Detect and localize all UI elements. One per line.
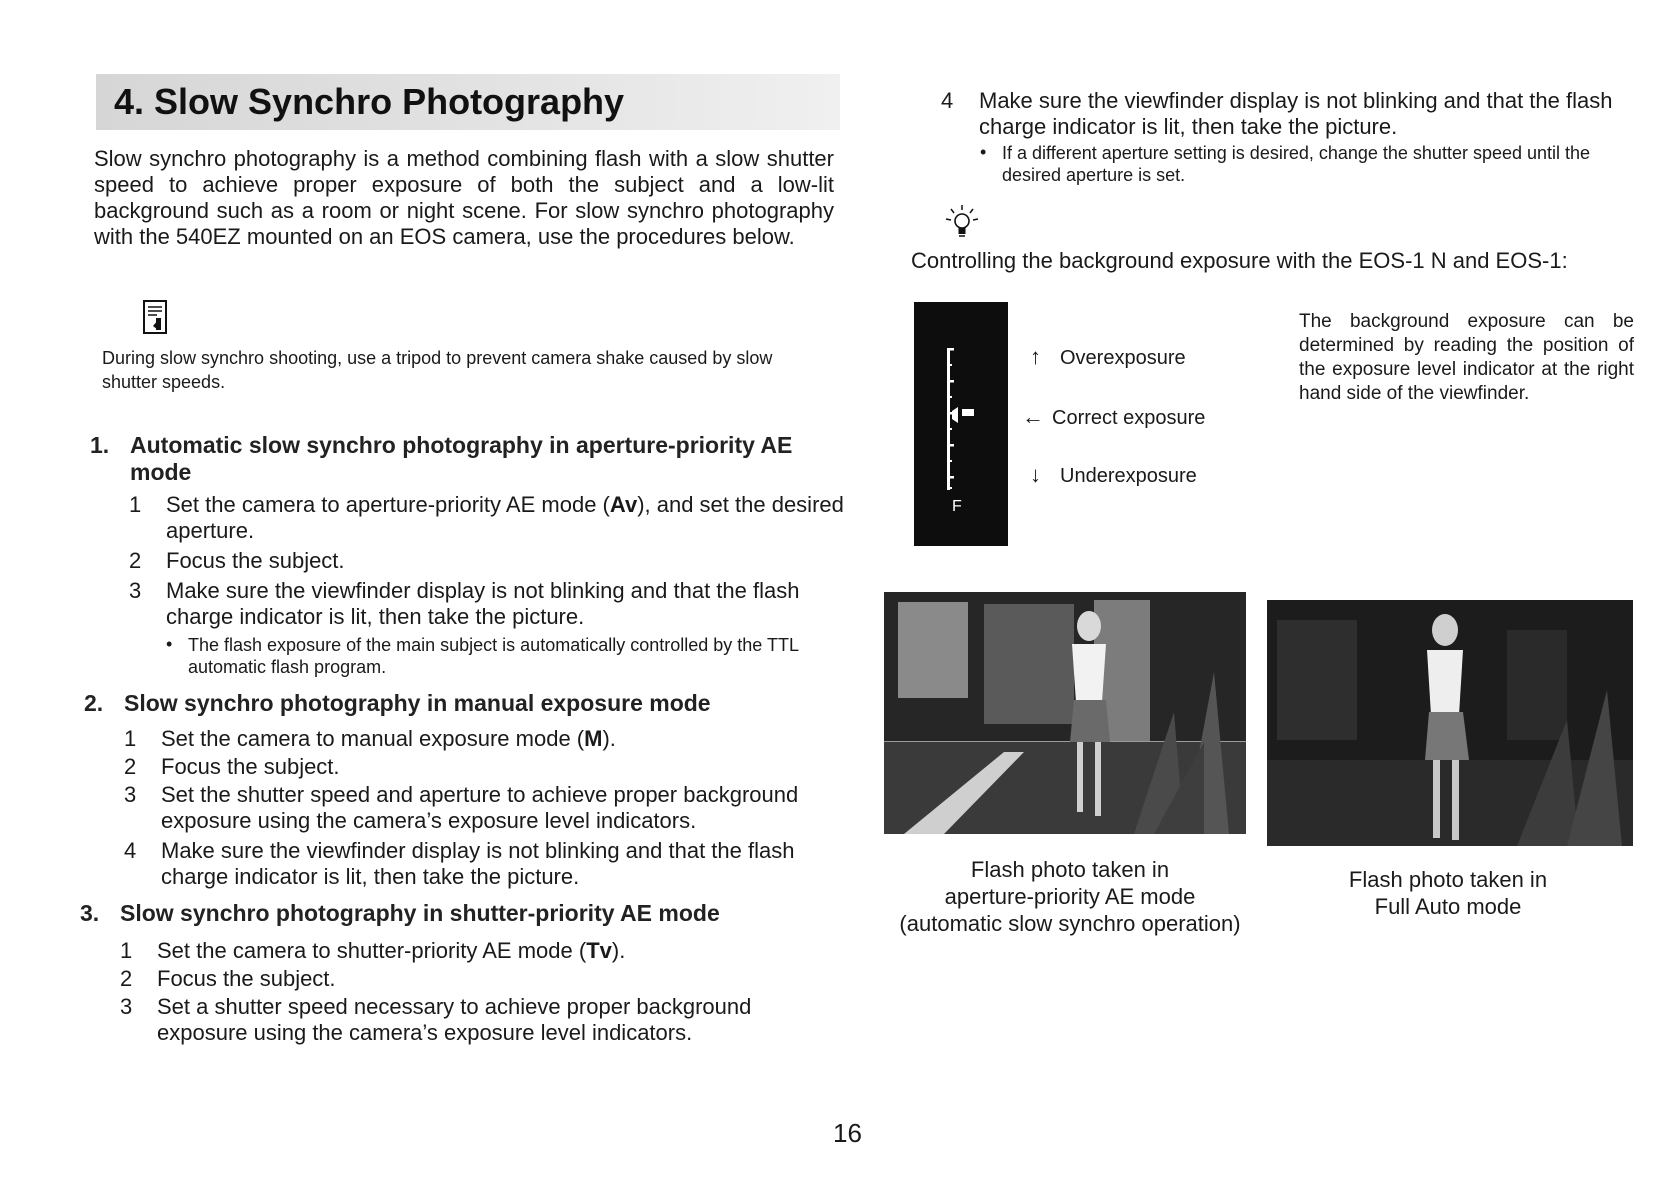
lightbulb-icon <box>944 204 980 240</box>
section-1-step-3 <box>129 578 849 630</box>
overexposure-label: ↑ Overexposure <box>1030 344 1186 369</box>
section-2-step-1 <box>124 726 844 752</box>
step-number: 3 <box>120 994 133 1019</box>
arrow-left-icon: ← <box>1022 404 1044 429</box>
flash-photo-full-auto <box>1267 600 1633 846</box>
step-text: Make sure the viewfinder display is not blinking and that the flash charge indicator is lit, then take the picture. <box>166 578 800 629</box>
section-1-step-2 <box>129 548 849 574</box>
step-text: Make sure the viewfinder display is not blinking and that the flash charge indicator is lit, then take the picture. <box>161 838 795 889</box>
flash-photo-aperture-priority <box>884 592 1246 834</box>
section-3-step-2 <box>120 966 840 992</box>
photo-2-caption: Flash photo taken in Full Auto mode <box>1348 867 1548 919</box>
page-number: 16 <box>833 1118 862 1148</box>
side-note: The background exposure can be determined by reading the position of the exposure level indicator at the right hand side of the viewfinder. <box>1299 311 1634 404</box>
bullet-text: If a different aperture setting is desired, change the shutter speed until the desired aperture is set. <box>1002 143 1591 185</box>
intro-paragraph: Slow synchro photography is a method combining flash with a slow shutter speed to achieve proper exposure of both the subject and a low-lit background such as a room or night scene. For slow synchro photography with the 540EZ mounted on an EOS camera, use the procedures below. <box>94 146 834 249</box>
underexposure-label: ↓ Underexposure <box>1030 462 1197 487</box>
section-1-bullet <box>166 634 846 678</box>
step-text: Set the camera to manual exposure mode (M). <box>161 726 616 751</box>
section-2-step-2 <box>124 754 844 780</box>
section-1-title: Automatic slow synchro photography in aperture-priority AE mode <box>130 432 793 485</box>
step-text: Set the shutter speed and aperture to achieve proper background exposure using the camera’s exposure level indicators. <box>161 782 799 833</box>
section-3-step-3 <box>120 994 840 1046</box>
section-3-step-1 <box>120 938 840 964</box>
photo-1-caption: Flash photo taken in aperture-priority AE mode (automatic slow synchro operation) <box>899 857 1241 936</box>
step-number: 1 <box>124 726 137 751</box>
step-number: 2 <box>129 548 142 573</box>
step-number: 4 <box>124 838 137 863</box>
section-2-step-4 <box>124 838 844 890</box>
step-number: 1 <box>129 492 142 517</box>
section-3-number: 3. <box>80 900 100 926</box>
step-number: 3 <box>129 578 142 603</box>
step-number: 2 <box>120 966 133 991</box>
arrow-up-icon: ↑ <box>1030 344 1041 369</box>
viewfinder-f-label: F <box>952 498 962 515</box>
step-text: Set the camera to aperture-priority AE mode (Av), and set the desired aperture. <box>166 492 844 543</box>
bullet-dot: • <box>980 142 987 162</box>
bullet-text: The flash exposure of the main subject is automatically controlled by the TTL automatic flash program. <box>188 635 799 677</box>
step-text: Focus the subject. <box>157 966 336 991</box>
step-number: 2 <box>124 754 137 779</box>
step-text: Focus the subject. <box>166 548 345 573</box>
section-2-number: 2. <box>84 690 104 716</box>
bullet-dot: • <box>166 634 173 654</box>
correct-exposure-label: ← Correct exposure <box>1022 404 1206 429</box>
right-step-4 <box>941 88 1641 148</box>
step-number: 3 <box>124 782 137 807</box>
note-text: During slow synchro shooting, use a tripod to prevent camera shake caused by slow shutter speeds. <box>102 348 773 392</box>
note-icon <box>143 300 167 334</box>
tip-title: Controlling the background exposure with the EOS-1 N and EOS-1: <box>911 248 1568 273</box>
step-number: 4 <box>941 88 954 113</box>
section-2-step-3 <box>124 782 844 834</box>
viewfinder-display <box>914 302 1008 546</box>
page-title: 4. Slow Synchro Photography <box>114 81 625 122</box>
step-text: Set the camera to shutter-priority AE mode (Tv). <box>157 938 626 963</box>
step-text: Make sure the viewfinder display is not blinking and that the flash charge indicator is lit, then take the picture. <box>979 88 1613 139</box>
arrow-down-icon: ↓ <box>1030 462 1041 487</box>
right-step-bullet <box>980 142 1640 186</box>
section-3-title: Slow synchro photography in shutter-priority AE mode <box>120 900 720 926</box>
section-1-step-1 <box>129 492 849 544</box>
section-2-title: Slow synchro photography in manual exposure mode <box>124 690 711 716</box>
step-text: Focus the subject. <box>161 754 340 779</box>
section-1-number: 1. <box>90 432 110 458</box>
step-number: 1 <box>120 938 133 963</box>
step-text: Set a shutter speed necessary to achieve proper background exposure using the camera’s exposure level indicators. <box>157 994 752 1045</box>
